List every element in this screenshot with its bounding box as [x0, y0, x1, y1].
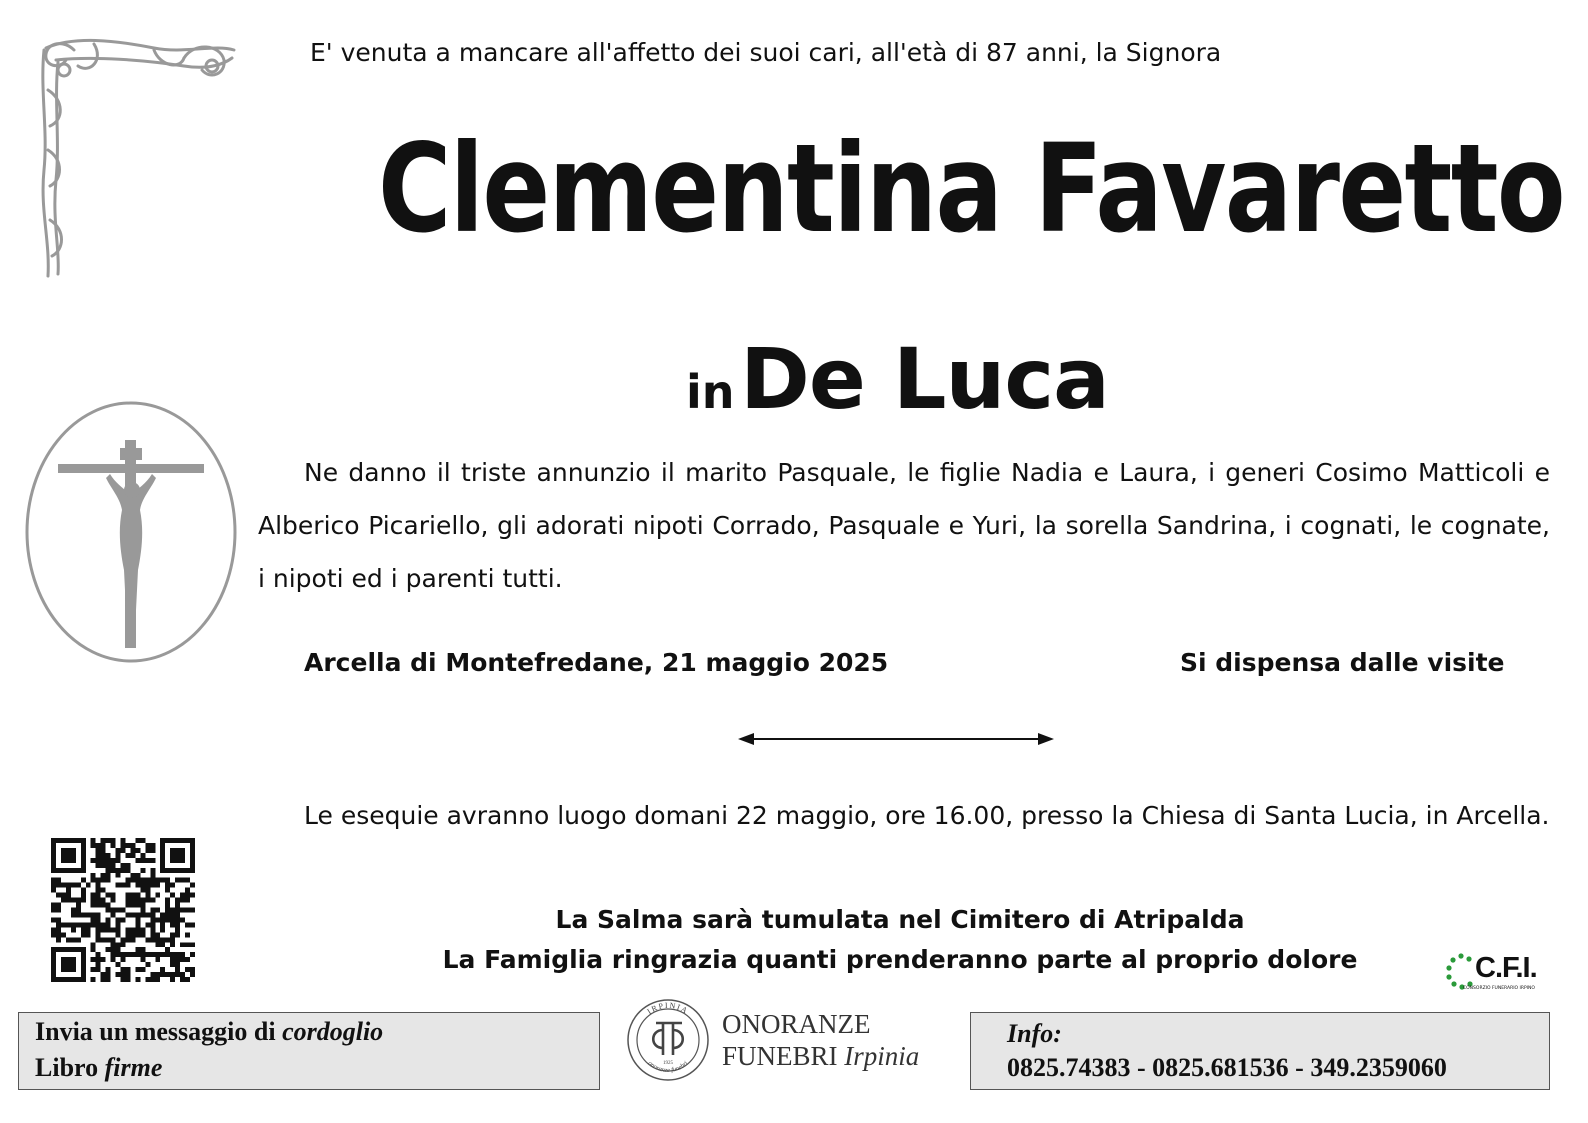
- married-surname: De Luca: [740, 330, 1109, 428]
- announcement-paragraph: [258, 446, 1550, 605]
- deceased-name: Clementina Favaretto: [378, 118, 1565, 260]
- funeral-home-logo-icon: [620, 990, 716, 1086]
- intro-text: E' venuta a mancare all'affetto dei suoi cari, all'età di 87 anni, la Signora: [310, 38, 1222, 67]
- guestbook-link[interactable]: [35, 1053, 162, 1083]
- phone-numbers[interactable]: 0825.74383 - 0825.681536 - 349.2359060: [1007, 1053, 1447, 1082]
- logo-bottom-text: onoranze funebri: [646, 1059, 690, 1075]
- condolence-prefix: Invia un messaggio di: [35, 1017, 283, 1046]
- condolence-box[interactable]: [18, 1012, 600, 1090]
- announcement-text: Ne danno il triste annunzio il marito Pasquale, le figlie Nadia e Laura, i generi Cosimo Matticoli e Alberico Picariello, gli adorati nipoti Corrado, Pasquale e Yuri, la sorella Sandrina, i cognati, le cognate, i nipoti ed i parenti tutti.: [258, 458, 1550, 593]
- info-box: [970, 1012, 1550, 1090]
- crucifix-icon: [24, 400, 238, 664]
- info-label: Info:: [1007, 1019, 1062, 1048]
- burial-text: La Salma sarà tumulata nel Cimitero di Atripalda: [555, 905, 1245, 934]
- corner-flourish-icon: [34, 30, 240, 282]
- qr-code-icon[interactable]: [50, 838, 196, 982]
- guestbook-prefix: Libro: [35, 1053, 105, 1082]
- funeral-home-line1: ONORANZE: [722, 1009, 871, 1039]
- logo-top-text: IRPINIA: [645, 1000, 691, 1016]
- married-prefix: in: [686, 365, 735, 419]
- funeral-paragraph: [258, 789, 1550, 842]
- place-date: Arcella di Montefredane, 21 maggio 2025: [304, 648, 889, 677]
- funeral-home-brand: [620, 990, 960, 1090]
- double-arrow-divider-icon: [736, 730, 1056, 748]
- condolence-italic: cordoglio: [282, 1017, 384, 1046]
- logo-year: 1925: [663, 1061, 673, 1066]
- no-visits-note: Si dispensa dalle visite: [1180, 648, 1505, 677]
- thanks-text: La Famiglia ringrazia quanti prenderanno parte al proprio dolore: [442, 945, 1358, 974]
- funeral-text: Le esequie avranno luogo domani 22 maggio, ore 16.00, presso la Chiesa di Santa Lucia, in Arcella.: [304, 801, 1550, 830]
- cfi-logo-text: C.F.I.: [1475, 952, 1537, 984]
- funeral-home-line2: FUNEBRI Irpinia: [722, 1041, 920, 1071]
- cfi-caption: CONSORZIO FUNERARIO IRPINO: [1463, 986, 1535, 991]
- married-name: [686, 330, 1109, 428]
- guestbook-italic: firme: [104, 1053, 163, 1082]
- condolence-link[interactable]: [35, 1017, 383, 1047]
- cfi-logo-icon: [1443, 950, 1543, 1000]
- funeral-home-name: [722, 1008, 919, 1072]
